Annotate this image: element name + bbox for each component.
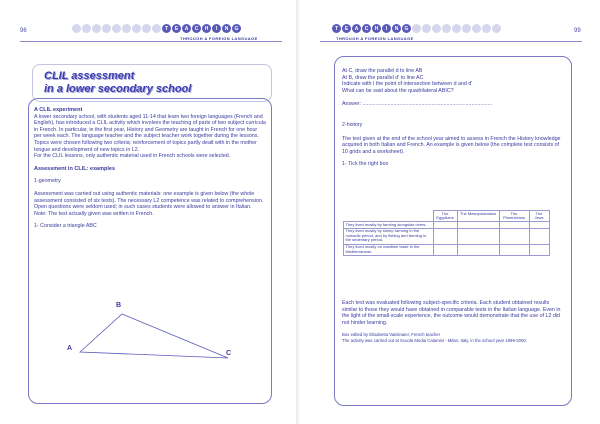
header-letter: H (202, 24, 211, 33)
paragraph: Note: The test actually given was written in French. (34, 210, 154, 217)
header-letter: C (362, 24, 371, 33)
geometry-label: 1-geometry (34, 178, 61, 185)
question-item: At B, draw the parallel d' to line AC (342, 74, 424, 81)
tick-box[interactable] (433, 222, 457, 229)
header-letter: I (212, 24, 221, 33)
credit-line: Box edited by Elisabetta Vaistinaier, French teacher (342, 332, 441, 338)
page-number-left: 96 (20, 28, 27, 34)
vertex-c-label: C (226, 350, 232, 357)
column-header: The Phoenicians (499, 211, 529, 222)
row-label: They lived mostly by farming alongside rivers. (344, 222, 434, 229)
paragraph: A lower secondary school, with students aged 11-14 that learn two foreign languages (French and English), has introduced a CLIL activity which involves the teaching of parts of two subject curricula in French. In particular, in the first year, History and Geometry are taught in French for one hour per week each. The language teacher and the subject teacher work together during the lessons. (34, 113, 266, 140)
table-row (344, 222, 550, 229)
section-heading: Assessment in CLIL: examples (34, 165, 116, 172)
right-page (300, 0, 600, 424)
tick-box[interactable] (457, 222, 499, 229)
section-cil-experiment (34, 107, 266, 230)
tick-box[interactable] (529, 244, 549, 255)
table-row (344, 228, 550, 244)
page-title: CLIL assessment in a lower secondary school (44, 70, 192, 95)
column-header: The Jews (529, 211, 549, 222)
tick-box[interactable] (499, 228, 529, 244)
paragraph: Assessment was carried out using authentic materials: one example is given below (the whole assessment consisted of six tests). The necessary L2 competence was related to comprehension. Open questions were seldom used; in such cases students were allowed to answer in Italian. (34, 190, 264, 211)
paragraph: Each test was evaluated following subject-specific criteria. Each student obtained results similar to those they would have obtained in comparable tests in the Italian language. Even in the light of the small-scale experience, the outcome would demonstrate that the use of L2 did not hinder learning. (342, 300, 561, 326)
header-letter: G (402, 24, 411, 33)
tick-box[interactable] (499, 244, 529, 255)
tick-box[interactable] (457, 228, 499, 244)
header-letter: A (182, 24, 191, 33)
header-letter: N (222, 24, 231, 33)
header-letter: A (352, 24, 361, 33)
section-heading: A CLIL experiment (34, 107, 83, 113)
vertex-a-label: A (67, 345, 73, 352)
tick-box[interactable] (499, 222, 529, 229)
tick-box[interactable] (433, 244, 457, 255)
header-letter: H (372, 24, 381, 33)
header-letter: N (392, 24, 401, 33)
tick-box[interactable] (529, 228, 549, 244)
question-item: Indicate with I the point of intersection between d and d' (342, 81, 473, 88)
row-label: They lived mostly on maritime trade in the Mediterranean. (344, 244, 434, 255)
tick-box[interactable] (457, 244, 499, 255)
triangle-figure (60, 300, 250, 370)
paragraph: For the CLIL lessons, only authentic material used in French schools were selected. (34, 153, 231, 160)
evaluation-section (342, 300, 564, 344)
table-header-row (344, 211, 550, 222)
header-letter: I (382, 24, 391, 33)
row-label: They lived mostly by sheep farming in the nomadic period, and by fishing and farming in the sedentary period. (344, 228, 434, 244)
paragraph: The test given at the end of the school year aimed to assess in French the History knowledge acquired in both Italian and French. An example is given below (the complete test consists of 10 grids and a worksheet). (342, 135, 561, 155)
question-item: At C, draw the parallel d to line AB (342, 68, 423, 74)
task-label: 1- Consider a triangle ABC (34, 223, 97, 230)
vertex-b-label: B (116, 302, 122, 309)
tick-box[interactable] (529, 222, 549, 229)
geometry-questions (342, 68, 564, 168)
header-letter: E (342, 24, 351, 33)
header-subtitle-right: THROUGH A FOREIGN LANGUAGE (336, 36, 414, 41)
header-letter: G (232, 24, 241, 33)
column-header: The Egyptians (433, 211, 457, 222)
tick-box[interactable] (433, 228, 457, 244)
question-item: What can be said about the quadrilateral ABIC? (342, 87, 454, 94)
history-grid (343, 210, 550, 256)
header-rule-right (320, 41, 582, 42)
header-dots-left (72, 24, 241, 33)
header-rule-left (20, 41, 282, 42)
triangle-abc (80, 314, 228, 358)
task-label: 1- Tick the right box (342, 161, 389, 168)
answer-line: Answer: ........................................................................................ (342, 101, 493, 108)
header-dots-right (332, 24, 501, 33)
header-letter: T (332, 24, 341, 33)
header-letter: C (192, 24, 201, 33)
table-row (344, 244, 550, 255)
header-letter: T (162, 24, 171, 33)
header-letter: E (172, 24, 181, 33)
header-subtitle-left: THROUGH A FOREIGN LANGUAGE (180, 36, 258, 41)
history-label: 2-history (342, 121, 363, 128)
column-header: The Mesopotamians (457, 211, 499, 222)
credit-line: The activity was carried out at Scuola Media Calamini - Milan, Italy, in the school year 1999-2000. (342, 337, 528, 343)
page-number-right: 99 (574, 28, 581, 34)
paragraph: Topics were chosen following two criteria: reinforcement of topics partly dealt with in the mother tongue and development of new topics in L2. (34, 139, 257, 153)
